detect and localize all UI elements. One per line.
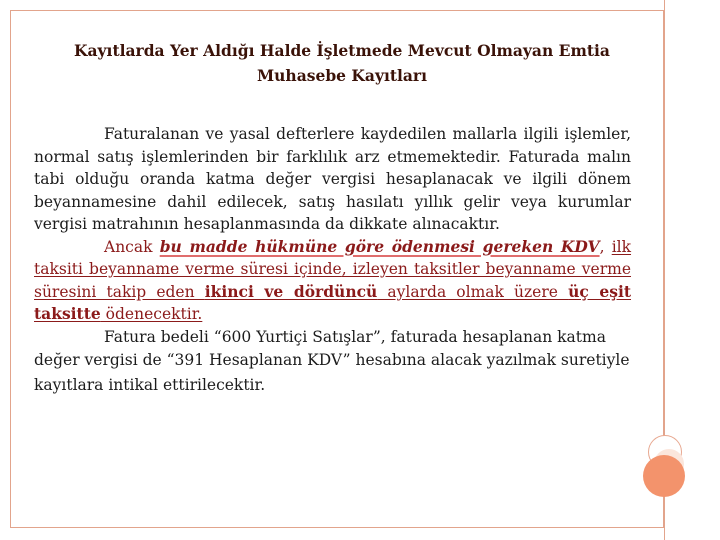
paragraph-2-first-installment: ilk taksiti beyanname verme süresi içinde bbox=[34, 237, 632, 278]
slide-title bbox=[20, 38, 664, 88]
paragraph-2-text-4: aylarda olmak üzere bbox=[377, 282, 569, 301]
paragraph-2-text-5: ödenecektir. bbox=[100, 305, 203, 323]
title-line-1: Kayıtlarda Yer Aldığı Halde İşletmede Mevcut Olmayan Emtia bbox=[74, 41, 610, 60]
paragraph-2-text-1: Ancak bbox=[104, 237, 160, 256]
paragraph-2 bbox=[34, 236, 631, 326]
decorative-circle-accent bbox=[643, 455, 685, 497]
paragraph-3-rest: değer vergisi de “391 Hesaplanan KDV” hesabına alacak yazılmak suretiyle kayıtlara intikal ettirilecektir. bbox=[34, 351, 630, 394]
paragraph-1: Faturalanan ve yasal defterlere kaydedilen mallarla ilgili işlemler, normal satış işlemlerinden bir farklılık arz etmemektedir. Faturada malın tabi olduğu oranda katma değer vergisi hesaplanacak ve ilgili dönem beyannamesine dahil edilecek, satış hasılatı yıllık gelir veya kurumlar vergisi matrahının hesaplanmasında da dikkate alınacaktır. bbox=[34, 125, 631, 233]
paragraph-2-text-2: , bbox=[599, 237, 612, 256]
slide-body bbox=[34, 123, 631, 398]
paragraph-2-equal-installments: üç eşit taksitte bbox=[34, 281, 631, 323]
title-line-2: Muhasebe Kayıtları bbox=[257, 66, 427, 85]
paragraph-2-kdv-phrase: bu madde hükmüne göre ödenmesi gereken KDV bbox=[159, 236, 600, 256]
paragraph-2-text-3: , izleyen taksitler beyanname verme süresini takip eden bbox=[34, 260, 631, 301]
paragraph-2-months: ikinci ve dördüncü bbox=[204, 281, 378, 301]
paragraph-3-line-1: Fatura bedeli “600 Yurtiçi Satışlar”, faturada hesaplanan katma bbox=[104, 327, 606, 346]
